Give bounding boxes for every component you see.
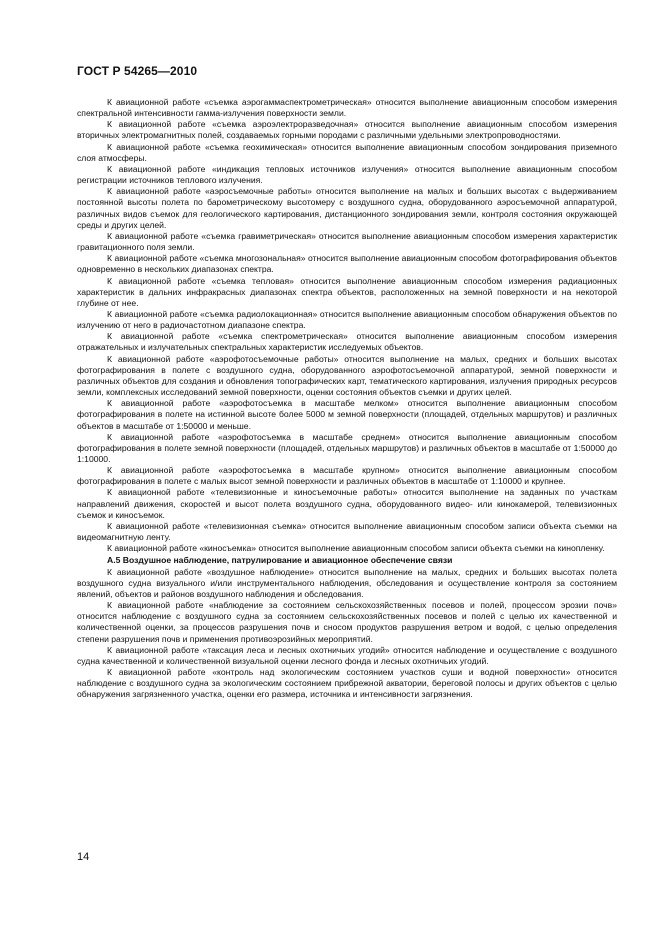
paragraph: К авиационной работе «киносъемка» относится выполнение авиационным способом записи объекта съемки на кинопленку. — [107, 543, 605, 554]
paragraph: К авиационной работе «аэрофотосъемка в масштабе крупном» относится выполнение авиационным способом фотографирования в полете с малых высот земной поверхности и различных объектов в масштабе от 1:10000 и крупнее. — [77, 465, 617, 487]
paragraph: К авиационной работе «съемка радиолокационная» относится выполнение авиационным способом обнаружения объектов по излучению от него в радиочастотном диапазоне спектра. — [77, 308, 617, 331]
paragraph: К авиационной работе «индикация тепловых источников излучения» относится выполнение авиационным способом регистрации источников теплового излучения. — [77, 163, 617, 186]
paragraph: К авиационной работе «аэросъемочные работы» относится выполнение на малых и больших высотах с выдерживанием постоянной высоты полета по барометрическому высотомеру с воздушного судна, оборудованного аэросъемочной аппаратурой, различных видов съемок для геологического картирования, дистанционного зондирования земли, контроля состояния окружающей среды и других целей. — [77, 186, 617, 230]
paragraph: К авиационной работе «съемка многозональная» относится выполнение авиационным способом фотографирования объектов одновременно в нескольких диапазонах спектра. — [77, 253, 617, 275]
paragraph: К авиационной работе «наблюдение за состоянием сельскохозяйственных посевов и полей, процессом эрозии почв» относится наблюдение с воздушного судна за состоянием сельскохозяйственных посевов и полей с целью их качественной и количественной оценки, за процессов разрушения почв и сносом продуктов разрушения ветром и водой, с целью определения степени разрушения почв и применения противоэрозийных мероприятий. — [77, 600, 617, 644]
page-number: 14 — [77, 851, 90, 863]
paragraph: К авиационной работе «съемка гравиметрическая» относится выполнение авиационным способом измерения характеристик гравитационного поля земли. — [77, 230, 617, 253]
paragraph: К авиационной работе «съемка аэрогаммаспектрометрическая» относится выполнение авиационным способом измерения спектральной интенсивности гамма-излучения поверхности земли. — [77, 97, 617, 119]
paragraph: К авиационной работе «съемка геохимическая» относится выполнение авиационным способом зондирования приземного слоя атмосферы. — [77, 141, 617, 163]
paragraph: К авиационной работе «воздушное наблюдение» относится выполнение на малых, средних и больших высотах полета воздушного судна визуального и/или инструментального наблюдения, обследования и осуществление контроля за состоянием явлений, объектов и районов воздушного наблюдения и обследования. — [77, 566, 617, 599]
paragraph: К авиационной работе «телевизионная съемка» относится выполнение авиационным способом записи объекта съемки на видеомагнитную ленту. — [77, 520, 617, 543]
paragraph: К авиационной работе «съемка тепловая» относится выполнение авиационным способом измерения радиационных характеристик в дальних инфракрасных диапазонах спектра объектов, расположенных на земной поверхности и на некоторой глубине от нее. — [77, 275, 617, 308]
paragraph: К авиационной работе «таксация леса и лесных охотничьих угодий» относится наблюдение и осуществление с воздушного судна качественной и количественной визуальной оценки лесного фонда и лесных охотничьих угодий. — [77, 644, 617, 666]
section-heading: А.5 Воздушное наблюдение, патрулирование и авиационное обеспечение связи — [107, 555, 453, 566]
paragraph: К авиационной работе «аэрофотосъемка в масштабе мелком» относится выполнение авиационным способом фотографирования в полете на истинной высоте более 5000 м земной поверхности (площадей, отдельных маршрутов) и различных объектов в масштабе от 1:50000 и меньше. — [77, 398, 617, 431]
paragraph: К авиационной работе «аэрофотосъемочные работы» относится выполнение на малых, средних и больших высотах фотографирования в полете с воздушного судна, оборудованного аэрофотосъемочной аппаратурой, земной поверхности и различных объектов для создания и обновления топографических карт, тематического картирования, излучения природных ресурсов земли, комплексных исследований земной поверхности, оценки состояния объектов съемки и других целей. — [77, 353, 617, 398]
paragraph: К авиационной работе «телевизионные и киносъемочные работы» относится выполнение на заданных по участкам направлений движения, скоростей и высот полета воздушного судна, оборудованного видео- или кинокамерой, телевизионных съемок и киносъемок. — [77, 487, 617, 520]
paragraph: К авиационной работе «контроль над экологическим состоянием участков суши и водной поверхности» относится наблюдение с воздушного судна за экологическим состоянием прибрежной акватории, береговой полосы и других объектов с целью обнаружения загрязненного участка, оценки его размера, источника и интенсивности загрязнения. — [77, 666, 617, 700]
paragraph: К авиационной работе «аэрофотосъемка в масштабе среднем» относится выполнение авиационным способом фотографирования в полете земной поверхности (площадей, отдельных маршрутов) и различных объектов в масштабе от 1:50000 до 1:10000. — [77, 431, 617, 464]
paragraph: К авиационной работе «съемка спектрометрическая» относится выполнение авиационным способом измерения отражательных и излучательных спектральных характеристик исследуемых объектов. — [77, 331, 617, 353]
page-header-title: ГОСТ Р 54265—2010 — [77, 64, 198, 78]
paragraph: К авиационной работе «съемка аэроэлектроразведочная» относится выполнение авиационным способом измерения вторичных электромагнитных полей, создаваемых горными породами с различными удельными электропроводностями. — [77, 119, 617, 141]
document-body — [77, 97, 617, 700]
